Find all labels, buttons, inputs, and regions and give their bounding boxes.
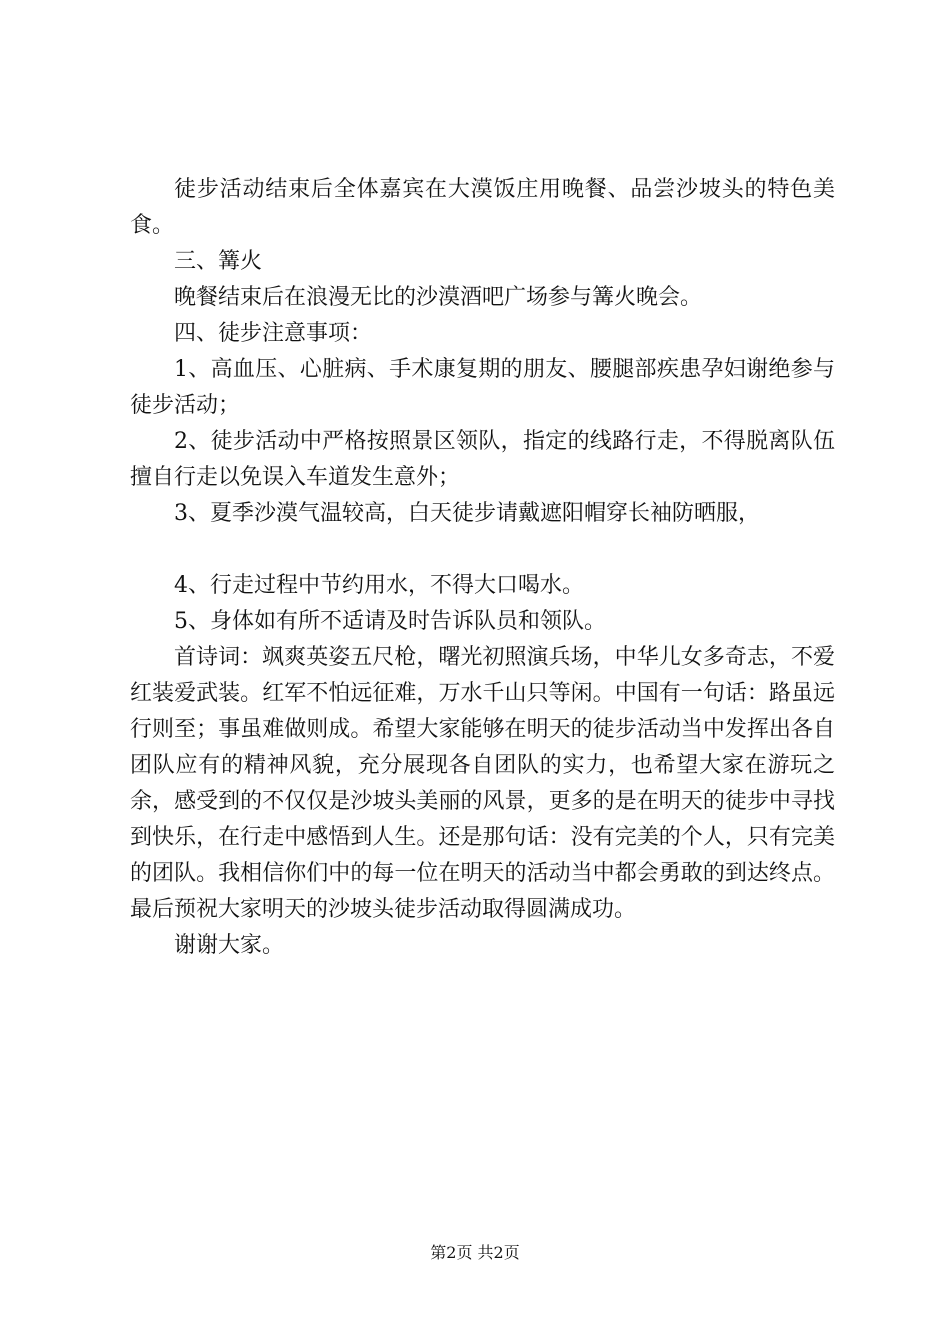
- paragraph-dinner: 徒步活动结束后全体嘉宾在大漠饭庄用晚餐、品尝沙坡头的特色美食。: [130, 177, 835, 238]
- note-item-1: 1、高血压、心脏病、手术康复期的朋友、腰腿部疾患孕妇谢绝参与徒步活动；: [130, 357, 835, 418]
- note-item-5: 5、身体如有所不适请及时告诉队员和领队。: [174, 609, 606, 634]
- note-item-2: 2、徒步活动中严格按照景区领队，指定的线路行走，不得脱离队伍擅自行走以免误入车道发生意外；: [130, 429, 835, 490]
- note-item-3: 3、夏季沙漠气温较高，白天徒步请戴遮阳帽穿长袖防晒服，: [174, 501, 760, 526]
- document-body: [130, 172, 835, 964]
- note-item-4: 4、行走过程中节约用水，不得大口喝水。: [174, 573, 584, 598]
- blank-line: [130, 532, 835, 568]
- section-heading-hiking-notes: 四、徒步注意事项：: [174, 321, 373, 346]
- section-heading-bonfire: 三、篝火: [174, 249, 263, 274]
- paragraph-poem-speech: 首诗词：飒爽英姿五尺枪，曙光初照演兵场，中华儿女多奇志，不爱红装爱武装。红军不怕远征难，万水千山只等闲。中国有一句话：路虽远行则至；事虽难做则成。希望大家能够在明天的徒步活动当中发挥出各自团队应有的精神风貌，充分展现各自团队的实力，也希望大家在游玩之余，感受到的不仅仅是沙坡头美丽的风景，更多的是在明天的徒步中寻找到快乐，在行走中感悟到人生。还是那句话：没有完美的个人，只有完美的团队。我相信你们中的每一位在明天的活动当中都会勇敢的到达终点。最后预祝大家明天的沙坡头徒步活动取得圆满成功。: [130, 645, 835, 922]
- paragraph-thanks: 谢谢大家。: [174, 933, 285, 958]
- page-footer: 第2页 共2页: [430, 1243, 520, 1262]
- paragraph-bonfire: 晚餐结束后在浪漫无比的沙漠酒吧广场参与篝火晚会。: [174, 285, 703, 310]
